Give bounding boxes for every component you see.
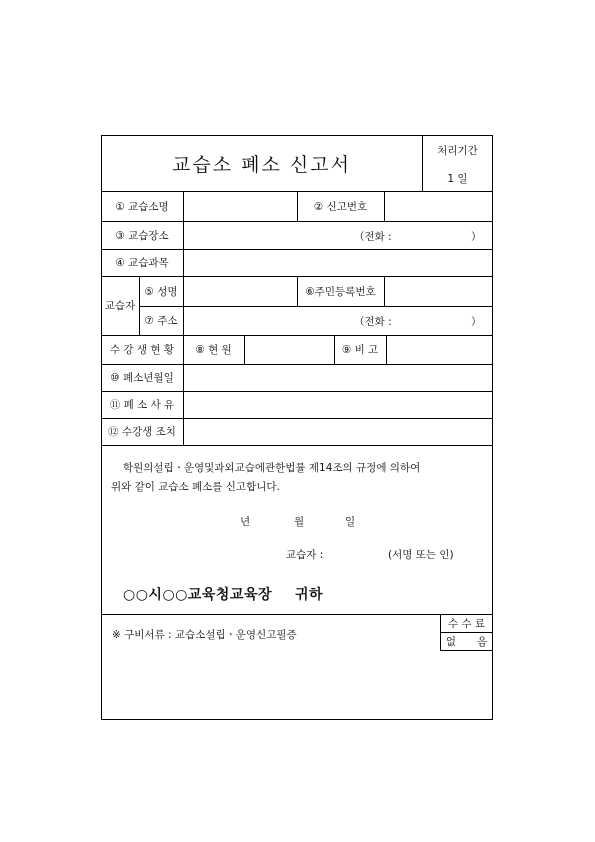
signer-label: 교습자 :	[286, 549, 324, 561]
field-report-number[interactable]	[384, 191, 493, 221]
label-remarks: ⑨ 비 고	[341, 344, 379, 356]
statement-line-1: 학원의설립ㆍ운영및과외교습에관한법률 제14조의 규정에 의하여	[123, 462, 421, 474]
field-remarks[interactable]	[386, 335, 493, 364]
date-month: 월	[294, 516, 305, 528]
processing-period-value: 1 일	[447, 172, 468, 185]
recipient: ○○시○○교육청교육장	[123, 587, 273, 603]
rule	[101, 614, 493, 615]
label-close-date: ⑩ 폐소년월일	[110, 372, 174, 384]
label-teacher: 교습자	[104, 300, 136, 312]
attachments-note: ※ 구비서류 : 교습소설립ㆍ운영신고필증	[112, 629, 297, 641]
label-report-number: ② 신고번호	[313, 200, 368, 213]
fee-label: 수 수 료	[447, 617, 486, 630]
phone-label-address: （전화 :	[354, 316, 392, 328]
field-student-measures[interactable]	[183, 418, 493, 445]
phone-label-location: （전화 :	[354, 231, 392, 243]
fee-value: 없 음	[445, 635, 488, 648]
field-current-count[interactable]	[244, 335, 334, 364]
field-academy-name[interactable]	[183, 191, 297, 221]
field-person-name[interactable]	[183, 276, 297, 306]
processing-period-label: 처리기간	[437, 144, 478, 157]
label-address: ⑦ 주소	[144, 315, 178, 327]
label-students-status: 수 강 생 현 황	[109, 344, 175, 356]
recipient-suffix: 귀하	[295, 587, 324, 603]
phone-close-address: ）	[471, 316, 482, 328]
date-year: 년	[240, 516, 251, 528]
label-academy-name: ① 교습소명	[115, 200, 169, 213]
date-day: 일	[345, 516, 356, 528]
field-subject[interactable]	[183, 249, 493, 276]
rule	[440, 650, 493, 651]
field-close-date[interactable]	[183, 364, 493, 391]
field-address[interactable]	[183, 306, 493, 335]
label-subject: ④ 교습과목	[115, 257, 169, 269]
rule	[101, 445, 493, 446]
label-close-reason: ⑪ 폐 소 사 유	[109, 399, 175, 411]
form-title: 교습소 폐소 신고서	[172, 153, 351, 176]
label-current-count: ⑧ 현 원	[195, 344, 232, 356]
sign-note: (서명 또는 인)	[388, 549, 454, 561]
phone-close-location: ）	[471, 231, 482, 243]
statement-line-2: 위와 같이 교습소 폐소를 신고합니다.	[111, 481, 280, 493]
field-close-reason[interactable]	[183, 391, 493, 418]
label-location: ③ 교습장소	[115, 229, 169, 242]
field-location[interactable]	[183, 221, 493, 249]
label-resident-number: ⑥주민등록번호	[305, 285, 376, 298]
label-student-measures: ⑫ 수강생 조치	[108, 426, 176, 438]
field-resident-number[interactable]	[384, 276, 493, 306]
label-person-name: ⑤ 성명	[144, 285, 178, 298]
